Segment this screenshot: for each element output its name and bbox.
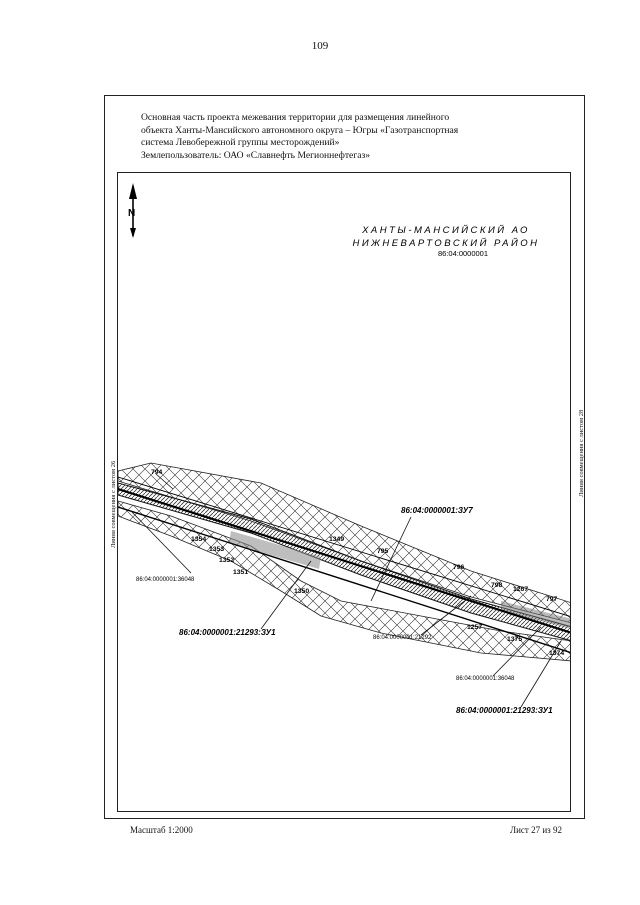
sheet-header <box>141 112 561 162</box>
point-795: 795 <box>377 548 389 555</box>
parcel-zu1-right-label: 86:04:0000001:21293:ЗУ1 <box>456 706 553 715</box>
point-798: 798 <box>491 582 503 589</box>
pipeline-line-3 <box>118 477 571 617</box>
point-794: 794 <box>151 469 163 476</box>
north-label: N <box>128 208 136 219</box>
side-label-right: Линия совмещения с листом 28 <box>578 409 585 497</box>
region-line-1: ХАНТЫ-МАНСИЙСКИЙ АО <box>362 225 530 236</box>
cadastral-block: 86:04:0000001 <box>437 249 489 258</box>
point-1374: 1374 <box>549 650 565 657</box>
point-1267: 1267 <box>513 586 529 593</box>
header-line-3: система Левобережной группы месторождений» <box>141 137 340 148</box>
point-1352: 1352 <box>219 557 235 564</box>
point-797: 797 <box>546 596 558 603</box>
map-frame <box>117 172 571 812</box>
parcel-zu1-left-label: 86:04:0000001:21293:ЗУ1 <box>179 628 276 637</box>
header-line-2: объекта Ханты-Мансийского автономного округа – Югры «Газотранспортная <box>141 124 459 136</box>
map-canvas <box>118 173 571 812</box>
region-line-2: НИЖНЕВАРТОВСКИЙ РАЙОН <box>352 238 540 249</box>
header-line-1: Основная часть проекта межевания территории для размещения линейного <box>141 112 450 123</box>
point-1350: 1350 <box>294 588 310 595</box>
point-1354: 1354 <box>191 536 207 543</box>
point-1257: 1257 <box>467 624 483 631</box>
scale-label: Масштаб 1:2000 <box>130 825 193 835</box>
parcel-zu7-label: 86:04:0000001:ЗУ7 <box>401 506 473 515</box>
point-1375: 1375 <box>507 636 523 643</box>
point-1351: 1351 <box>233 569 249 576</box>
point-1353: 1353 <box>209 546 225 553</box>
sheet-number-label: Лист 27 из 92 <box>510 825 562 835</box>
side-label-left: Линия совмещения с листом 26 <box>110 460 117 548</box>
parcel-21292-label: 86:04:0000001:21292 <box>373 635 432 641</box>
page-number: 109 <box>311 40 329 52</box>
parcel-36048-left-label: 86:04:0000001:36048 <box>136 577 195 583</box>
point-1349: 1349 <box>329 536 345 543</box>
hatched-zone-upper <box>118 463 571 623</box>
parcel-36048-right-label: 86:04:0000001:36048 <box>456 676 515 682</box>
header-line-4: Землепользователь: ОАО «Славнефть Мегионнефтегаз» <box>141 149 371 161</box>
point-796: 796 <box>453 564 465 571</box>
